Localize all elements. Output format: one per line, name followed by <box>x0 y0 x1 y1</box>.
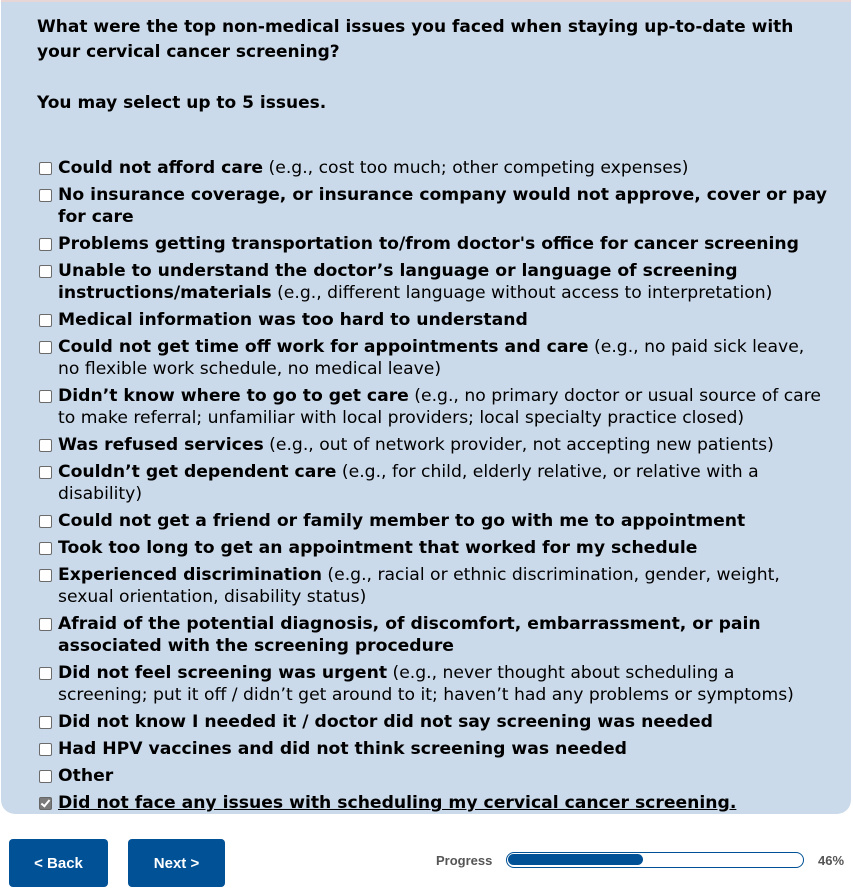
checkbox[interactable] <box>39 238 52 251</box>
option-label: Did not face any issues with scheduling my cervical cancer screening. <box>58 793 737 813</box>
option-text <box>58 765 113 787</box>
option-text <box>58 336 829 380</box>
option-text <box>58 385 829 429</box>
checkbox[interactable] <box>39 439 52 452</box>
progress-bar <box>506 852 804 868</box>
options-list <box>39 157 829 819</box>
option-item[interactable] <box>39 260 829 304</box>
option-detail: (e.g., racial or ethnic discrimination, gender, weight, sexual orientation, disability status) <box>58 565 780 607</box>
option-label: No insurance coverage, or insurance company would not approve, cover or pay for care <box>58 185 827 227</box>
option-item[interactable] <box>39 711 829 733</box>
option-text <box>58 564 829 608</box>
option-label: Other <box>58 766 114 786</box>
checkbox[interactable] <box>39 716 52 729</box>
option-text <box>58 510 745 532</box>
option-label: Afraid of the potential diagnosis, of discomfort, embarrassment, or pain associated with the screening procedure <box>58 614 761 656</box>
option-text <box>58 613 829 657</box>
option-label: Problems getting transportation to/from doctor's office for cancer screening <box>58 234 799 254</box>
option-text <box>58 537 697 559</box>
option-item[interactable] <box>39 564 829 608</box>
progress-fill <box>508 854 643 865</box>
option-label: Was refused services <box>58 435 264 455</box>
checkbox[interactable] <box>39 466 52 479</box>
option-detail: (e.g., no paid sick leave, no flexible work schedule, no medical leave) <box>58 337 805 379</box>
checkbox[interactable] <box>39 770 52 783</box>
option-text <box>58 184 829 228</box>
option-label: Experienced discrimination <box>58 565 322 585</box>
option-detail: (e.g., cost too much; other competing expenses) <box>263 158 689 178</box>
checkbox-checked[interactable] <box>39 797 52 810</box>
checkbox[interactable] <box>39 189 52 202</box>
option-label: Medical information was too hard to understand <box>58 310 528 330</box>
option-detail: (e.g., never thought about scheduling a screening; put it off / didn’t get around to it; haven’t had any problems or symptoms) <box>58 663 794 705</box>
checkbox[interactable] <box>39 314 52 327</box>
checkbox[interactable] <box>39 618 52 631</box>
option-item[interactable] <box>39 765 829 787</box>
option-detail: (e.g., out of network provider, not accepting new patients) <box>263 435 774 455</box>
option-text <box>58 260 829 304</box>
option-item[interactable] <box>39 792 829 814</box>
option-item[interactable] <box>39 537 829 559</box>
option-label: Did not feel screening was urgent <box>58 663 388 683</box>
option-label: Took too long to get an appointment that worked for my schedule <box>58 538 698 558</box>
option-item[interactable] <box>39 157 829 179</box>
option-item[interactable] <box>39 738 829 760</box>
option-text <box>58 434 774 456</box>
option-item[interactable] <box>39 336 829 380</box>
checkbox[interactable] <box>39 542 52 555</box>
option-text <box>58 461 829 505</box>
checkbox[interactable] <box>39 667 52 680</box>
option-text <box>58 233 799 255</box>
checkbox[interactable] <box>39 743 52 756</box>
option-detail: (e.g., different language without access to interpretation) <box>271 283 773 303</box>
option-item[interactable] <box>39 385 829 429</box>
checkbox[interactable] <box>39 341 52 354</box>
option-label: Didn’t know where to go to get care <box>58 386 409 406</box>
option-label: Could not get a friend or family member to go with me to appointment <box>58 511 746 531</box>
progress-percent: 46% <box>818 853 845 868</box>
option-detail: (e.g., for child, elderly relative, or relative with a disability) <box>58 462 759 504</box>
option-label: Couldn’t get dependent care <box>58 462 337 482</box>
checkbox[interactable] <box>39 390 52 403</box>
option-text <box>58 157 688 179</box>
option-detail: (e.g., no primary doctor or usual source of care to make referral; unfamiliar with local providers; local specialty practice closed) <box>58 386 821 428</box>
checkbox[interactable] <box>39 515 52 528</box>
question-text: What were the top non-medical issues you faced when staying up-to-date with your cervical cancer screening? <box>37 17 794 62</box>
progress-label: Progress <box>436 853 493 868</box>
option-text <box>58 662 829 706</box>
option-item[interactable] <box>39 233 829 255</box>
option-label: Could not get time off work for appointments and care <box>58 337 589 357</box>
option-label: Could not afford care <box>58 158 264 178</box>
option-text <box>58 309 528 331</box>
instruction-text: You may select up to 5 issues. <box>37 93 327 113</box>
option-text <box>58 738 627 760</box>
option-item[interactable] <box>39 309 829 331</box>
checkbox[interactable] <box>39 162 52 175</box>
question-panel <box>1 0 851 814</box>
option-label: Had HPV vaccines and did not think screening was needed <box>58 739 627 759</box>
option-item[interactable] <box>39 662 829 706</box>
checkbox[interactable] <box>39 569 52 582</box>
option-item[interactable] <box>39 434 829 456</box>
option-text <box>58 792 736 814</box>
back-button[interactable]: < Back <box>9 839 108 887</box>
option-item[interactable] <box>39 613 829 657</box>
option-item[interactable] <box>39 461 829 505</box>
option-label: Unable to understand the doctor’s language or language of screening instructions/materials <box>58 261 738 303</box>
checkbox[interactable] <box>39 265 52 278</box>
next-button[interactable]: Next > <box>128 839 225 887</box>
option-text <box>58 711 713 733</box>
option-item[interactable] <box>39 510 829 532</box>
option-item[interactable] <box>39 184 829 228</box>
option-label: Did not know I needed it / doctor did not say screening was needed <box>58 712 713 732</box>
